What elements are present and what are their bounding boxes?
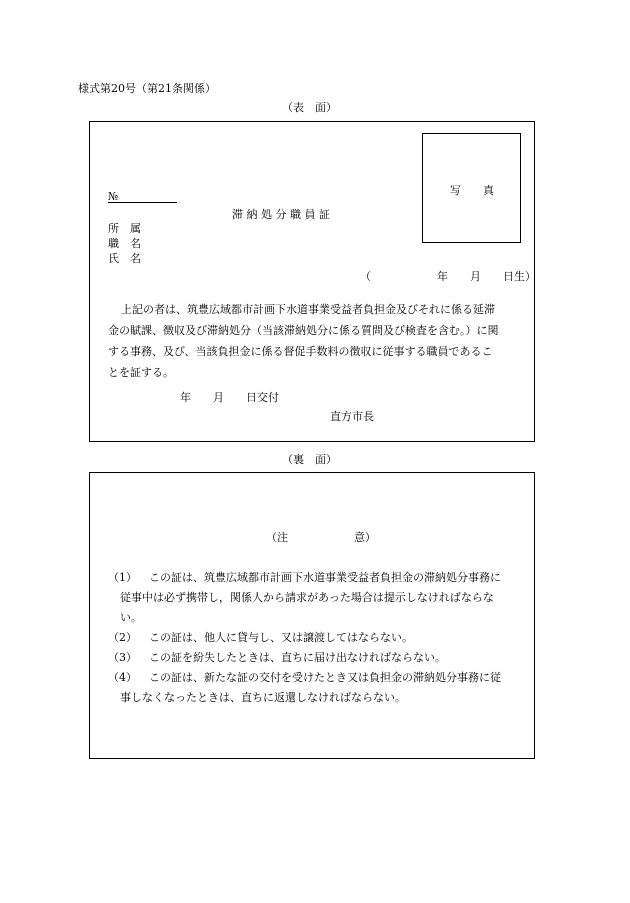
birth-date-line: （ 年 月 日生）	[360, 270, 536, 283]
number-underline	[108, 202, 177, 203]
back-card	[89, 472, 535, 759]
photo-label: 写 真	[450, 184, 494, 197]
note-1-cont-1: 従事中は必ず携帯し，関係人から請求があった場合は提示しなければならな	[120, 591, 494, 604]
note-4-cont-1: 事しなくなったときは、直ちに返還しなければならない。	[120, 691, 406, 704]
notice-title: （注 意）	[266, 531, 376, 544]
note-number: （1）	[108, 571, 137, 584]
note-text: この証は、他人に貸与し、又は譲渡してはならない。	[149, 631, 413, 644]
field-position: 職 名	[108, 237, 141, 250]
body-line-2: 金の賦課、徴収及び滞納処分（当該滞納処分に係る質問及び検査を含む。）に関	[108, 324, 499, 337]
note-text: この証は、新たな証の交付を受けたとき又は負担金の滞納処分事務に従	[149, 671, 501, 684]
front-side-label: （表 面）	[282, 101, 337, 114]
note-number: （3）	[108, 651, 137, 664]
field-name: 氏 名	[108, 252, 141, 265]
number-label: №	[108, 190, 119, 203]
field-affiliation: 所 属	[108, 222, 141, 235]
body-line-1: 上記の者は、筑豊広域都市計画下水道事業受益者負担金及びそれに係る延滞	[121, 303, 495, 316]
body-line-4: とを証する。	[108, 366, 174, 379]
note-2	[108, 628, 413, 648]
note-text: この証は、筑豊広域都市計画下水道事業受益者負担金の滞納処分事務に	[149, 571, 501, 584]
note-number: （2）	[108, 631, 137, 644]
note-number: （4）	[108, 671, 137, 684]
note-1-cont-2: い。	[120, 611, 142, 624]
note-3	[108, 648, 446, 668]
note-text: この証を紛失したときは、直ちに届け出なければならない。	[149, 651, 446, 664]
issuer: 直方市長	[330, 410, 374, 423]
issue-date: 年 月 日交付	[180, 391, 279, 404]
form-number: 様式第20号（第21条関係）	[78, 82, 216, 95]
note-4	[108, 668, 501, 688]
back-side-label: （裏 面）	[282, 453, 337, 466]
note-1	[108, 568, 501, 588]
card-title: 滞 納 処 分 職 員 証	[232, 208, 330, 221]
body-line-3: する事務、及び、当該負担金に係る督促手数料の徴収に従事する職員であるこ	[108, 345, 493, 358]
